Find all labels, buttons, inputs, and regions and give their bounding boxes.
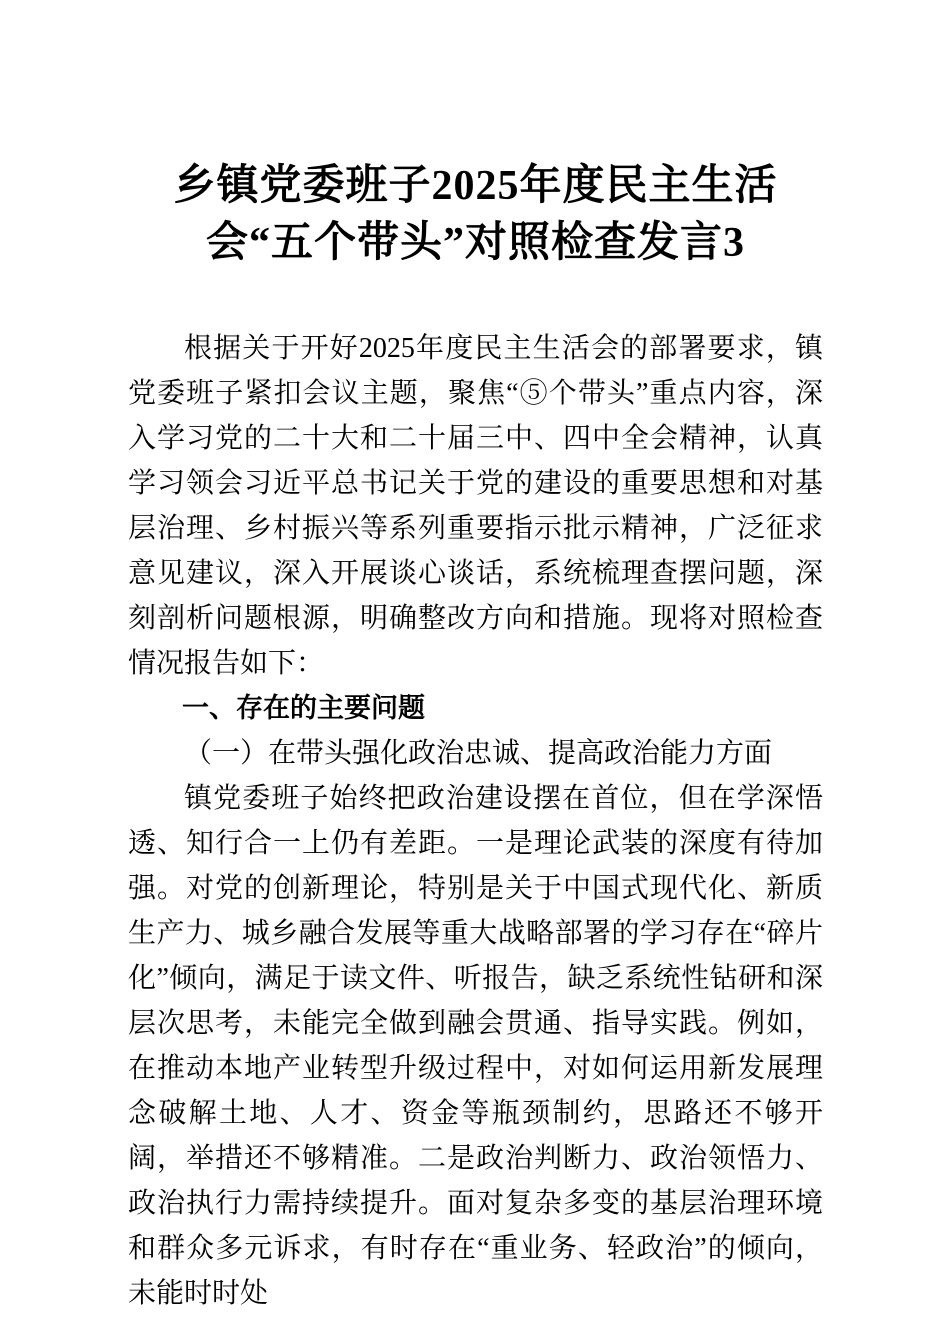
section-subheading-political-loyalty: （一）在带头强化政治忠诚、提高政治能力方面 (184, 738, 773, 769)
paragraph-intro: 根据关于开好2025年度民主生活会的部署要求，镇党委班子紧扣会议主题，聚焦“⑤个带头”重点内容，深入学习党的二十大和二十届三中、四中全会精神，认真学习领会习近平总书记关于党的建设的重要思想和对基层治理、乡村振兴等系列重要指示批示精神，广泛征求意见建议，深入开展谈心谈话，系统梳理查摆问题，深刻剖析问题根源，明确整改方向和措施。现将对照检查情况报告如下： (128, 333, 823, 679)
document-title-line-1: 乡镇党委班子2025年度民主生活 (173, 163, 778, 209)
document-body (128, 326, 823, 1316)
section-heading-main-problems: 一、存在的主要问题 (182, 693, 425, 724)
document-title-line-2: 会“五个带头”对照检查发言3 (205, 220, 745, 266)
document-title (128, 158, 823, 272)
paragraph-political-loyalty-body: 镇党委班子始终把政治建设摆在首位，但在学深悟透、知行合一上仍有差距。一是理论武装的深度有待加强。对党的创新理论，特别是关于中国式现代化、新质生产力、城乡融合发展等重大战略部署的学习存在“碎片化”倾向，满足于读文件、听报告，缺乏系统性钻研和深层次思考，未能完全做到融会贯通、指导实践。例如，在推动本地产业转型升级过程中，对如何运用新发展理念破解土地、人才、资金等瓶颈制约，思路还不够开阔，举措还不够精准。二是政治判断力、政治领悟力、政治执行力需持续提升。面对复杂多变的基层治理环境和群众多元诉求，有时存在“重业务、轻政治”的倾向，未能时时处 (128, 783, 823, 1309)
